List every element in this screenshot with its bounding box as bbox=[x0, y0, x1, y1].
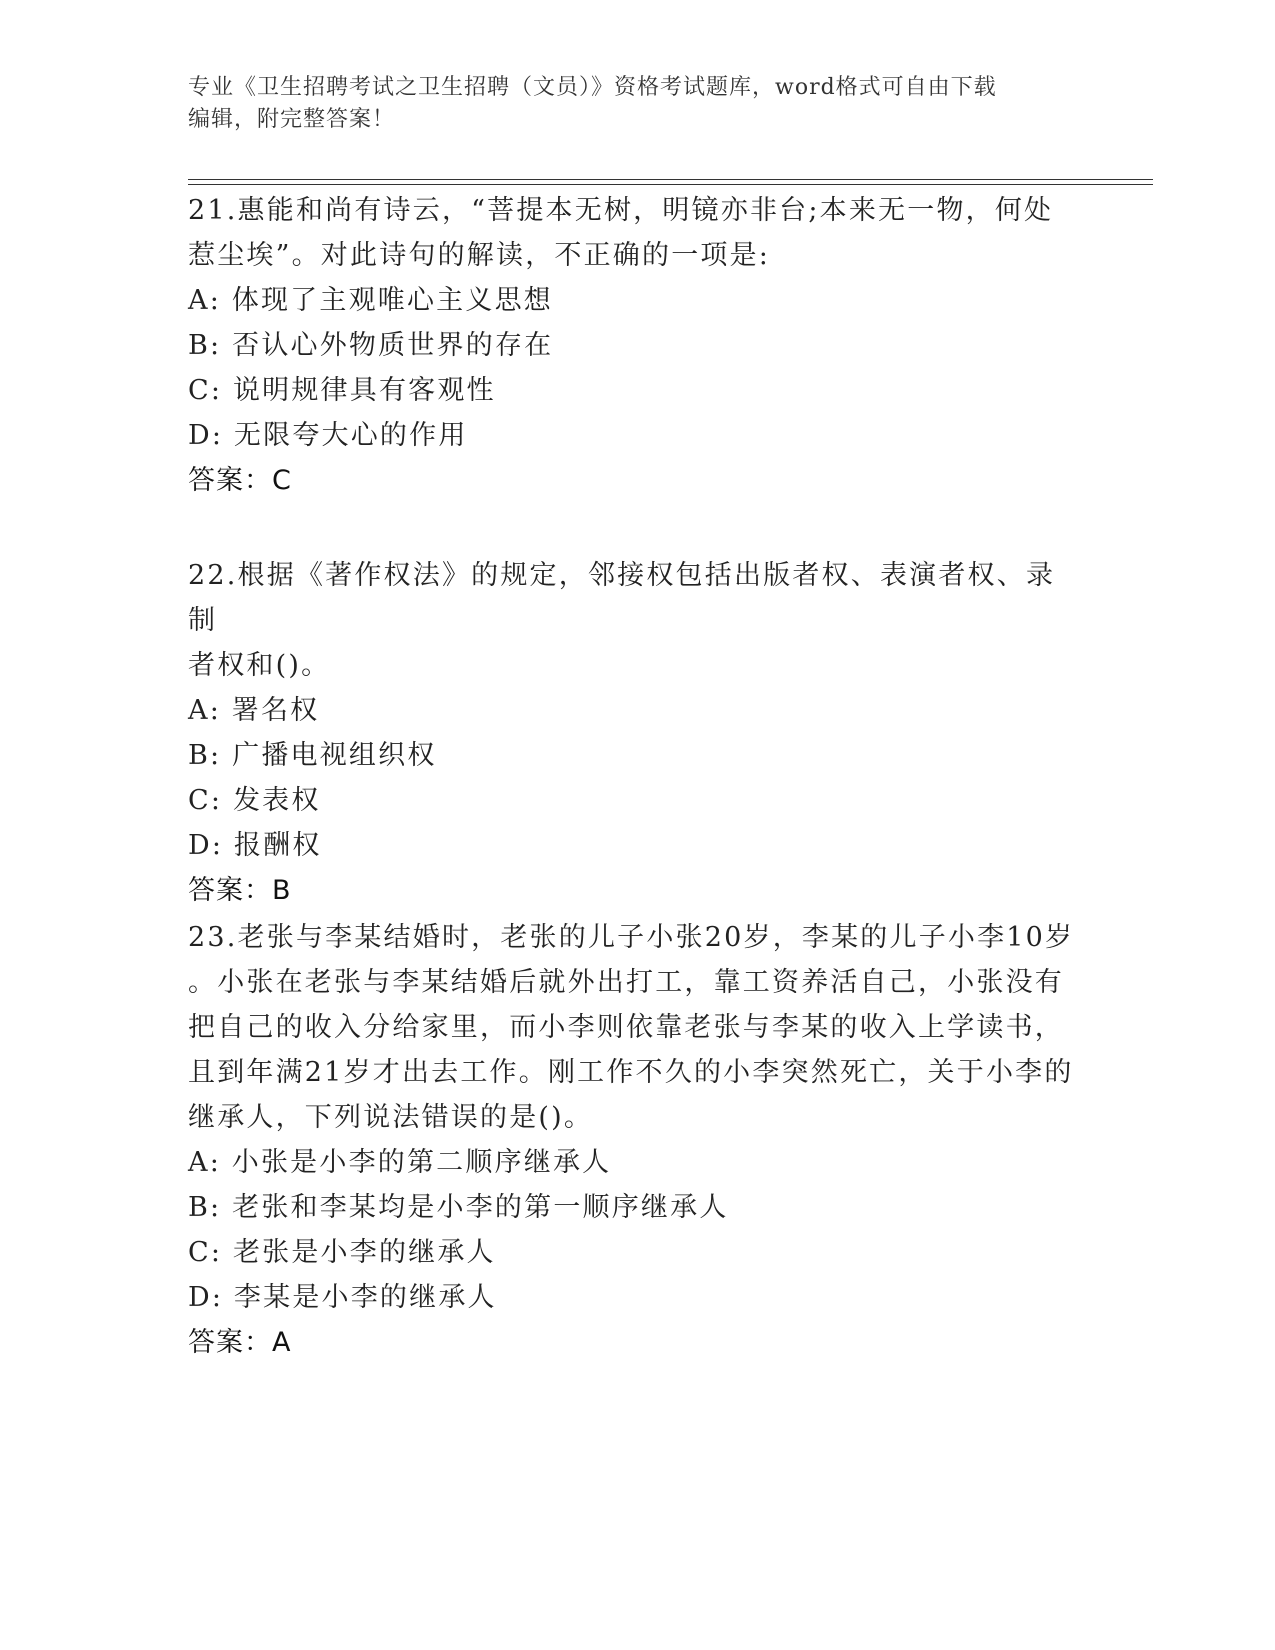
question-stem-line: 把自己的收入分给家里，而小李则依靠老张与李某的收入上学读书， bbox=[188, 1012, 1064, 1043]
option-d: D: 无限夸大心的作用 bbox=[188, 420, 468, 451]
question-stem-line: 22.根据《著作权法》的规定，邻接权包括出版者权、表演者权、录制 bbox=[188, 560, 1056, 636]
header-divider-bottom bbox=[188, 184, 1153, 185]
question-stem-line: 。小张在老张与李某结婚后就外出打工，靠工资养活自己，小张没有 bbox=[188, 967, 1064, 998]
option-c: C: 说明规律具有客观性 bbox=[188, 375, 496, 406]
answer: 答案：B bbox=[188, 875, 292, 906]
question-21 bbox=[188, 188, 1078, 503]
option-d: D: 报酬权 bbox=[188, 830, 322, 861]
question-stem-line: 且到年满21岁才出去工作。刚工作不久的小李突然死亡，关于小李的 bbox=[188, 1057, 1074, 1088]
question-stem-line: 者权和()。 bbox=[188, 650, 331, 681]
header-line-2: 编辑，附完整答案！ bbox=[188, 107, 396, 132]
option-a: A: 署名权 bbox=[188, 695, 320, 726]
question-stem-line: 继承人，下列说法错误的是()。 bbox=[188, 1102, 594, 1133]
option-d: D: 李某是小李的继承人 bbox=[188, 1282, 497, 1313]
option-c: C: 老张是小李的继承人 bbox=[188, 1237, 496, 1268]
question-23 bbox=[188, 915, 1078, 1365]
document-header bbox=[188, 72, 1068, 136]
option-b: B: 广播电视组织权 bbox=[188, 740, 437, 771]
option-a: A: 体现了主观唯心主义思想 bbox=[188, 285, 553, 316]
answer: 答案：A bbox=[188, 1327, 292, 1358]
question-stem-line: 21.惠能和尚有诗云，“菩提本无树，明镜亦非台;本来无一物，何处 bbox=[188, 195, 1054, 226]
question-stem-line: 惹尘埃”。对此诗句的解读，不正确的一项是: bbox=[188, 240, 771, 271]
header-divider-top bbox=[188, 179, 1153, 180]
option-b: B: 否认心外物质世界的存在 bbox=[188, 330, 554, 361]
option-b: B: 老张和李某均是小李的第一顺序继承人 bbox=[188, 1192, 729, 1223]
option-c: C: 发表权 bbox=[188, 785, 321, 816]
header-line-1: 专业《卫生招聘考试之卫生招聘（文员）》资格考试题库，word格式可自由下载 bbox=[188, 75, 997, 100]
question-22 bbox=[188, 553, 1078, 913]
option-a: A: 小张是小李的第二顺序继承人 bbox=[188, 1147, 612, 1178]
question-stem-line: 23.老张与李某结婚时，老张的儿子小张20岁，李某的儿子小李10岁 bbox=[188, 922, 1075, 953]
answer: 答案：C bbox=[188, 465, 292, 496]
